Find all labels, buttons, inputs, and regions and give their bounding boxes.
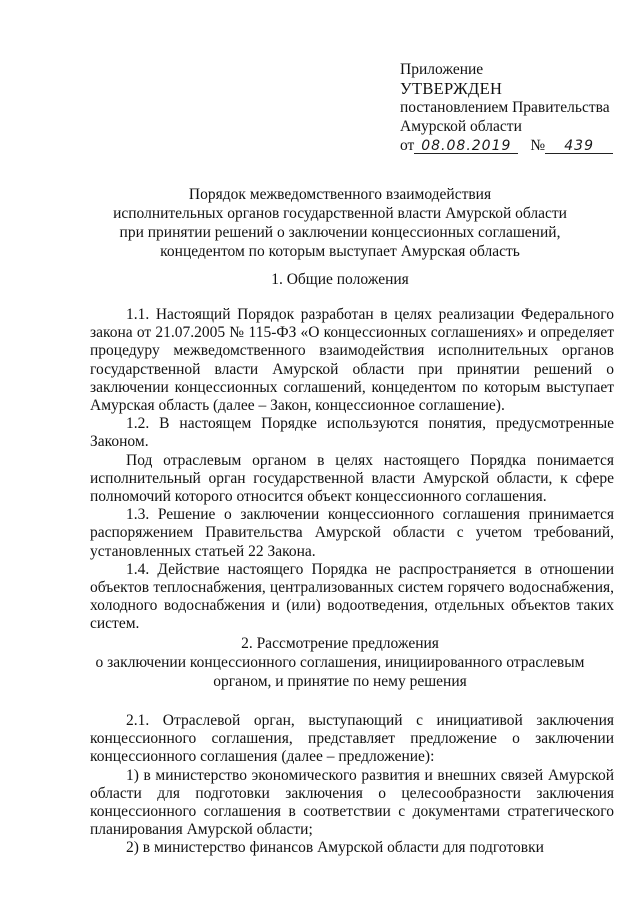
title-line-2: исполнительных органов государственной власти Амурской области	[113, 205, 567, 222]
title-line-3: при принятии решений о заключении концессионных соглашений,	[119, 224, 561, 241]
appendix-label: Приложение	[400, 61, 484, 78]
handwritten-date: 08.08.2019	[414, 139, 518, 154]
paragraph-1-4: 1.4. Действие настоящего Порядка не распространяется в отношении объектов теплоснабжения, централизованных систем горячего водоснабжения, холодного водоснабжения и (или) водоотведения, отдельных объектов таких систем.	[90, 560, 614, 633]
paragraph-2-1-item-1: 1) в министерство экономического развития и внешних связей Амурской области для подготовки заключения о целесообразности заключения концессионного соглашения в соответствии с документами стратегического планирования Амурской области;	[90, 766, 614, 839]
region-label: Амурской области	[400, 118, 522, 135]
approved-by-label: постановлением Правительства	[400, 99, 610, 116]
title-line-4: концедентом по которым выступает Амурская область	[160, 243, 520, 260]
section-1-body	[90, 306, 614, 634]
handwritten-number: 439	[545, 139, 613, 154]
section-1-heading: 1. Общие положения	[271, 271, 409, 288]
date-number-line	[400, 136, 630, 155]
paragraph-1-1: 1.1. Настоящий Порядок разработан в целях реализации Федерального закона от 21.07.2005 № 115-ФЗ «О концессионных соглашениях» и определяет процедуру межведомственного взаимодействия исполнительных органов государственной власти Амурской области при принятии решений о заключении концессионных соглашений, концедентом по которым выступает Амурская область (далее – Закон, концессионное соглашение).	[90, 306, 614, 415]
section-2-heading-line-3: органом, и принятие по нему решения	[213, 673, 467, 690]
paragraph-1-3: 1.3. Решение о заключении концессионного соглашения принимается распоряжением Правительства Амурской области с учетом требований, установленных статьей 22 Закона.	[90, 506, 614, 560]
paragraph-1-2: 1.2. В настоящем Порядке используются понятия, предусмотренные Законом.	[90, 415, 614, 451]
paragraph-2-1-item-2: 2) в министерство финансов Амурской области для подготовки	[126, 839, 544, 857]
paragraph-1-2-note: Под отраслевым органом в целях настоящего Порядка понимается исполнительный орган государственной власти Амурской области, к сфере полномочий которого относится объект концессионного соглашения.	[90, 451, 614, 506]
section-2-heading-line-2: о заключении концессионного соглашения, инициированного отраслевым	[95, 654, 585, 671]
title-line-1: Порядок межведомственного взаимодействия	[188, 186, 492, 203]
section-2-heading-line-1: 2. Рассмотрение предложения	[241, 635, 439, 652]
section-2-heading	[60, 634, 620, 691]
date-prefix: от	[400, 137, 415, 154]
number-prefix: №	[530, 137, 546, 154]
approved-label: УТВЕРЖДЕН	[400, 79, 503, 98]
document-title	[60, 185, 620, 261]
approval-block	[400, 60, 630, 155]
section-2-body	[90, 712, 614, 858]
paragraph-2-1: 2.1. Отраслевой орган, выступающий с инициативой заключения концессионного соглашения, представляет предложение о заключении концессионного соглашения (далее – предложение):	[90, 712, 614, 766]
